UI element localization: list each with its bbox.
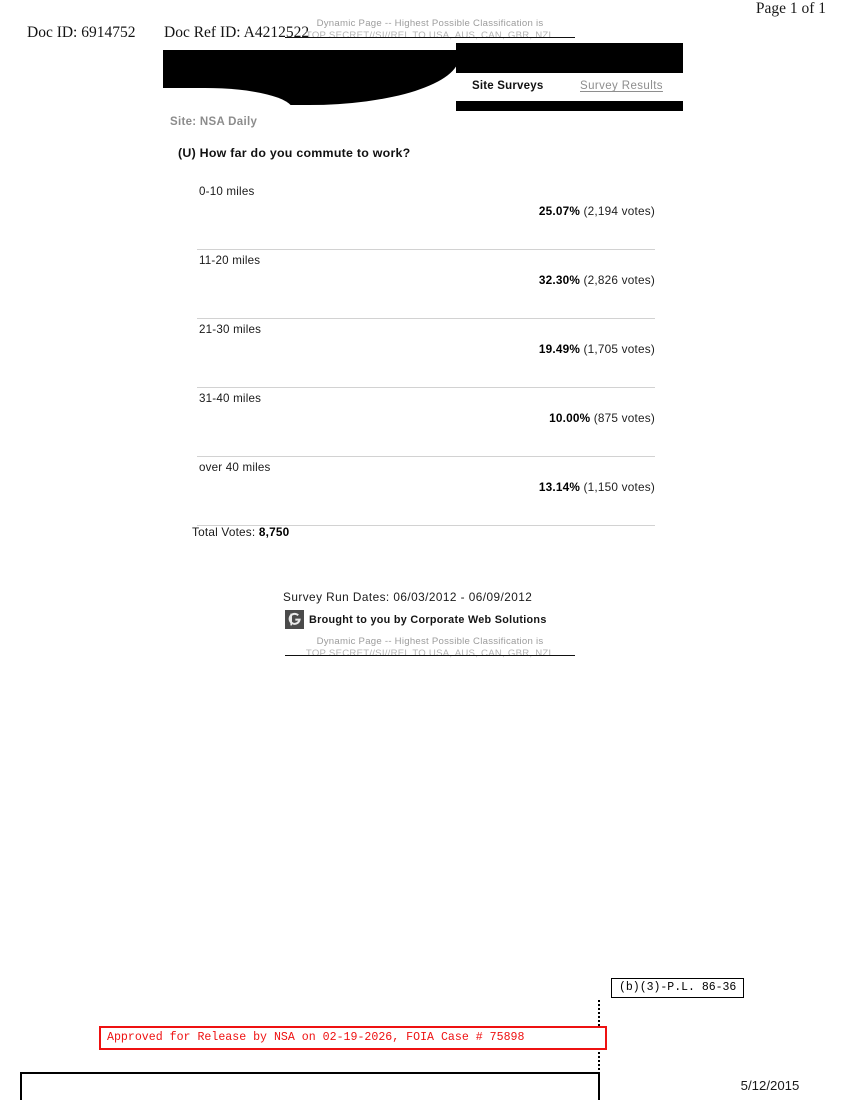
- total-votes: [192, 525, 289, 539]
- survey-result-row: [197, 250, 655, 319]
- classification-banner-bottom: [285, 636, 575, 661]
- survey-result-label: over 40 miles: [199, 461, 271, 474]
- survey-result-label: 31-40 miles: [199, 392, 262, 405]
- survey-result-row: [197, 388, 655, 457]
- survey-result-label: 0-10 miles: [199, 185, 255, 198]
- survey-question: (U) How far do you commute to work?: [178, 146, 411, 160]
- redaction-block-nav-bottom: [456, 101, 683, 111]
- corporate-web-solutions-logo-icon: [285, 610, 304, 629]
- doc-ref-id-stamp: Doc Ref ID: A4212522: [164, 24, 310, 41]
- release-approval-stamp: Approved for Release by NSA on 02-19-2026, FOIA Case # 75898: [99, 1026, 607, 1050]
- survey-results-list: [197, 181, 655, 526]
- survey-result-votes: (2,194 votes): [583, 204, 655, 218]
- survey-result-label: 21-30 miles: [199, 323, 262, 336]
- nav-link-site-surveys[interactable]: Site Surveys: [472, 80, 544, 92]
- classification-line-1: Dynamic Page -- Highest Possible Classification is: [316, 18, 544, 29]
- classification-line-2-bottom: TOP SECRET//SI//REL TO USA, AUS, CAN, GBR, NZL: [285, 648, 575, 660]
- survey-result-stats: [549, 411, 655, 425]
- classification-line-1-bottom: Dynamic Page -- Highest Possible Classification is: [316, 636, 544, 647]
- site-label: Site: NSA Daily: [170, 116, 258, 128]
- redaction-block-nav-top: [456, 43, 683, 73]
- survey-result-percent: 10.00%: [549, 411, 591, 425]
- doc-id-stamp: Doc ID: 6914752: [27, 24, 136, 41]
- corporate-web-solutions-text: Brought to you by Corporate Web Solutions: [309, 613, 547, 626]
- survey-result-stats: [539, 204, 655, 218]
- page-number: Page 1 of 1: [755, 0, 826, 17]
- survey-result-votes: (1,150 votes): [583, 480, 655, 494]
- survey-result-votes: (1,705 votes): [583, 342, 655, 356]
- survey-result-row: [197, 457, 655, 526]
- survey-result-stats: [539, 480, 655, 494]
- survey-result-stats: [539, 273, 655, 287]
- survey-result-row: [197, 181, 655, 250]
- nav-link-survey-results[interactable]: Survey Results: [580, 80, 663, 92]
- classification-banner-top: [285, 18, 575, 43]
- classification-line-2: TOP SECRET//SI//REL TO USA, AUS, CAN, GBR, NZL: [285, 30, 575, 42]
- survey-result-votes: (875 votes): [593, 411, 655, 425]
- survey-result-votes: (2,826 votes): [583, 273, 655, 287]
- print-date: 5/12/2015: [740, 1078, 800, 1093]
- survey-result-percent: 32.30%: [538, 273, 581, 287]
- corporate-web-solutions-footer: [285, 610, 547, 629]
- total-votes-value: 8,750: [258, 525, 290, 539]
- total-votes-label: Total Votes:: [192, 525, 256, 539]
- survey-result-percent: 13.14%: [538, 480, 581, 494]
- survey-result-row: [197, 319, 655, 388]
- bottom-outline-box: [20, 1072, 600, 1100]
- survey-result-stats: [539, 342, 655, 356]
- exemption-stamp: (b)(3)-P.L. 86-36: [611, 978, 744, 998]
- survey-result-percent: 19.49%: [538, 342, 581, 356]
- survey-result-percent: 25.07%: [538, 204, 581, 218]
- survey-result-label: 11-20 miles: [199, 254, 261, 267]
- survey-run-dates: Survey Run Dates: 06/03/2012 - 06/09/2012: [283, 590, 533, 604]
